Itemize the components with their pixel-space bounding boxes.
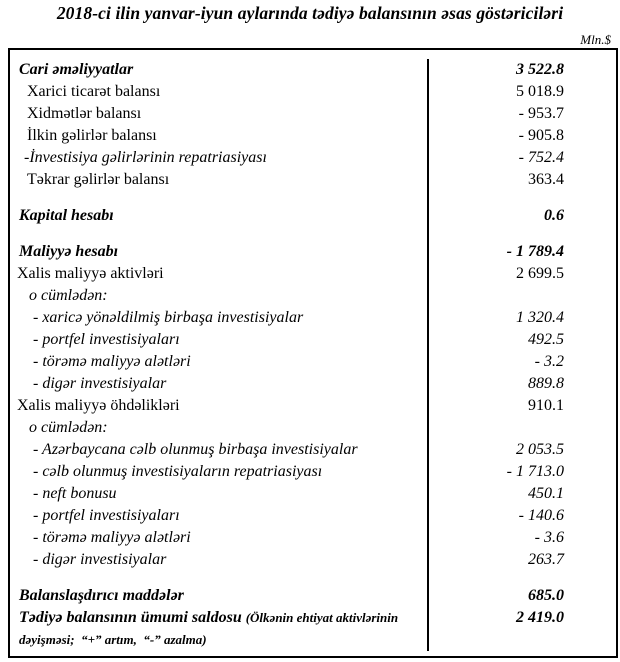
row-value: 5 018.9 (516, 83, 564, 100)
row-label-cell (10, 263, 429, 285)
table-row (10, 373, 616, 395)
table-row (10, 607, 616, 651)
row-value: - 905.8 (518, 127, 564, 144)
table-row (10, 549, 616, 571)
row-label: - xaricə yönəldilmiş birbaşa investisiyalar (33, 309, 304, 326)
row-label: İlkin gəlirlər balansı (27, 127, 157, 144)
row-label: - neft bonusu (33, 485, 117, 502)
document-page (0, 3, 620, 662)
row-label: Tədiyə balansının ümumi saldosu (19, 609, 246, 626)
row-value: 263.7 (528, 551, 564, 568)
row-label: - Azərbaycana cəlb olunmuş birbaşa investisiyalar (33, 441, 358, 458)
row-label-cell (10, 607, 429, 651)
row-label-note: (Ölkənin ehtiyat aktivlərinin dəyişməsi; “+” artım, “-” azalma) (19, 610, 399, 647)
table-row (10, 527, 616, 549)
row-value (429, 227, 616, 241)
table-row (10, 439, 616, 461)
row-value: 910.1 (528, 397, 564, 414)
table-row (10, 285, 616, 307)
row-label-cell (10, 329, 429, 351)
row-label: - portfel investisiyaları (33, 507, 180, 524)
row-label: o cümlədən: (29, 287, 108, 304)
bop-table-body (10, 59, 616, 651)
table-row (10, 263, 616, 285)
table-row (10, 169, 616, 191)
row-label-cell (10, 527, 429, 549)
row-label-cell (10, 505, 429, 527)
row-label: - digər investisiyalar (33, 551, 167, 568)
table-row (10, 241, 616, 263)
row-label-cell (10, 549, 429, 571)
table-spacer-row (10, 227, 616, 241)
row-label: - portfel investisiyaları (33, 331, 180, 348)
table-row (10, 205, 616, 227)
table-row (10, 125, 616, 147)
table-row (10, 81, 616, 103)
table-row (10, 461, 616, 483)
row-value: 889.8 (528, 375, 564, 392)
row-label: Xarici ticarət balansı (27, 83, 161, 100)
row-label: - cəlb olunmuş investisiyaların repatriasiyası (33, 463, 323, 480)
table-spacer-row (10, 571, 616, 585)
row-value: - 3.6 (534, 529, 564, 546)
table-row (10, 307, 616, 329)
row-label-cell (10, 285, 429, 307)
row-label: Balanslaşdırıcı maddələr (19, 587, 184, 604)
unit-label: Mln.$ (580, 32, 611, 47)
row-label-cell (10, 169, 429, 191)
row-value: 450.1 (528, 485, 564, 502)
row-label-cell (10, 307, 429, 329)
row-value (429, 191, 616, 205)
row-label: Xidmətlər balansı (27, 105, 142, 122)
table-row (10, 395, 616, 417)
table-spacer-row (10, 191, 616, 205)
row-label-cell (10, 439, 429, 461)
row-label-cell (10, 125, 429, 147)
row-label: Maliyyə hesabı (19, 243, 119, 260)
row-value: - 3.2 (534, 353, 564, 370)
row-value: 3 522.8 (516, 61, 564, 78)
row-label: Xalis maliyyə aktivləri (17, 265, 164, 282)
table-row (10, 585, 616, 607)
row-label-cell (10, 585, 429, 607)
row-label-cell (10, 571, 429, 585)
row-label: - törəmə maliyyə alətləri (33, 529, 191, 546)
page-title: 2018-ci ilin yanvar-iyun aylarında tədiyə balansının əsas göstəriciləri (56, 3, 564, 23)
row-label-cell (10, 395, 429, 417)
row-label-cell (10, 227, 429, 241)
table-row (10, 417, 616, 439)
row-label-cell (10, 373, 429, 395)
row-value (429, 285, 616, 307)
row-value: - 953.7 (518, 105, 564, 122)
row-value: 2 053.5 (516, 441, 564, 458)
row-value: 1 320.4 (516, 309, 564, 326)
row-value: - 140.6 (518, 507, 564, 524)
row-value: 2 699.5 (516, 265, 564, 282)
row-label-cell (10, 417, 429, 439)
row-value: - 752.4 (518, 149, 564, 166)
table-row (10, 483, 616, 505)
table-row (10, 103, 616, 125)
row-label: Təkrar gəlirlər balansı (27, 171, 170, 188)
row-label: - digər investisiyalar (33, 375, 167, 392)
row-label-cell (10, 191, 429, 205)
table-row (10, 505, 616, 527)
row-label: -İnvestisiya gəlirlərinin repatriasiyası (24, 149, 267, 166)
row-value: 492.5 (528, 331, 564, 348)
row-value: 0.6 (544, 207, 564, 224)
row-label: Cari əməliyyatlar (19, 61, 134, 78)
row-label-cell (10, 461, 429, 483)
row-value (429, 417, 616, 439)
row-label-cell (10, 241, 429, 263)
row-label: Kapital hesabı (19, 207, 114, 224)
row-label-cell (10, 81, 429, 103)
row-value (429, 571, 616, 585)
row-label-cell (10, 483, 429, 505)
row-label-cell (10, 205, 429, 227)
row-value: 685.0 (528, 587, 564, 604)
row-value: - 1 713.0 (506, 463, 564, 480)
row-label-cell (10, 103, 429, 125)
row-label: Xalis maliyyə öhdəlikləri (17, 397, 180, 414)
table-row (10, 351, 616, 373)
table-row (10, 59, 616, 81)
table-row (10, 147, 616, 169)
row-label: - törəmə maliyyə alətləri (33, 353, 191, 370)
row-value: - 1 789.4 (506, 243, 564, 260)
row-label-cell (10, 351, 429, 373)
row-value: 363.4 (528, 171, 564, 188)
row-label: o cümlədən: (29, 419, 108, 436)
balance-of-payments-table (8, 48, 618, 658)
row-label-cell (10, 147, 429, 169)
table-row (10, 329, 616, 351)
row-value: 2 419.0 (516, 609, 564, 626)
row-label-cell (10, 59, 429, 81)
